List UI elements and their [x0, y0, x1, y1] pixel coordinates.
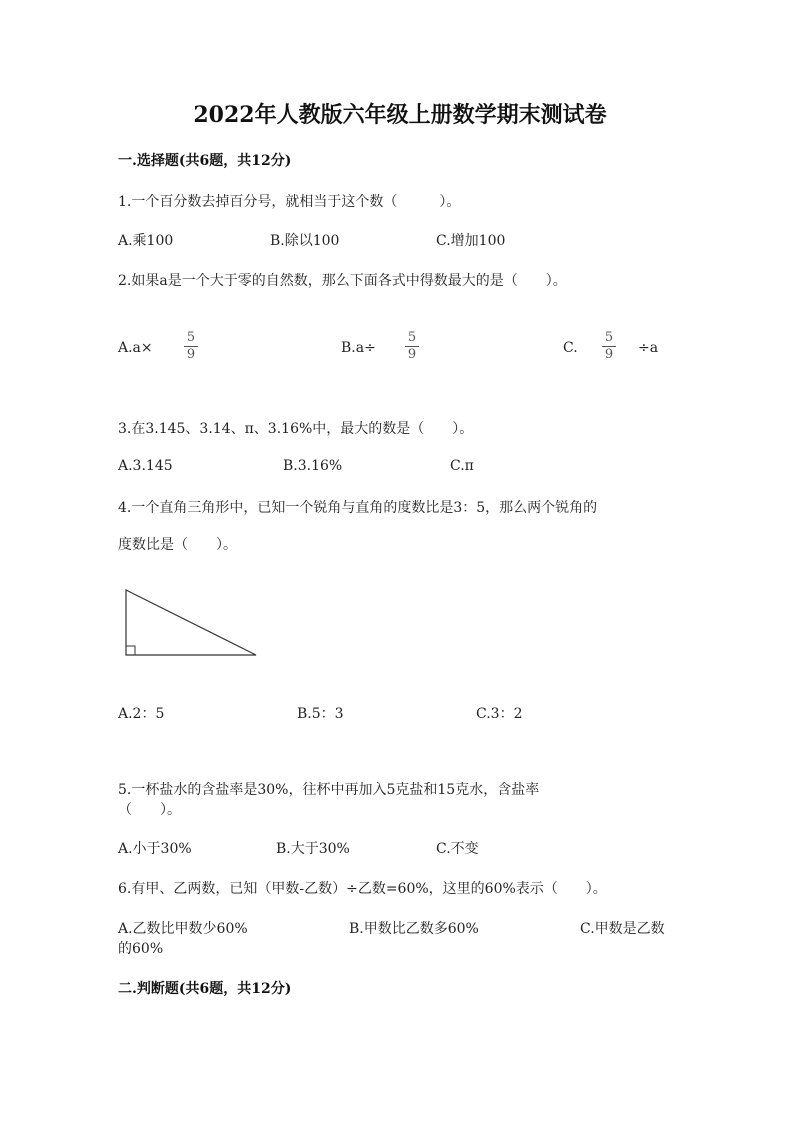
fraction-numerator: 5: [186, 330, 196, 345]
question-6-stem: 6.有甲、乙两数，已知（甲数-乙数）÷乙数=60%，这里的60%表示（ ）。: [118, 881, 607, 897]
fraction-numerator: 5: [407, 330, 417, 345]
question-4-option-c: C.3：2: [476, 706, 523, 722]
question-5-option-c: C.不变: [436, 841, 479, 857]
question-3-option-b: B.3.16%: [283, 458, 343, 474]
question-3-stem: 3.在3.145、3.14、π、3.16%中，最大的数是（ ）。: [118, 421, 474, 437]
fraction-five-ninths: [184, 331, 198, 362]
question-1-option-a: A.乘100: [118, 233, 174, 249]
fraction-five-ninths: [602, 331, 616, 362]
question-4-stem-line-2: 度数比是（ ）。: [118, 537, 237, 553]
fraction-denominator: 9: [186, 347, 196, 362]
question-5-stem-line-1: 5.一杯盐水的含盐率是30%，往杯中再加入5克盐和15克水，含盐率: [118, 782, 540, 798]
question-1-stem: 1.一个百分数去掉百分号，就相当于这个数（ ）。: [118, 194, 461, 210]
section-heading-judgement: 二.判断题(共6题，共12分): [118, 981, 292, 997]
fraction-denominator: 9: [604, 347, 614, 362]
question-2-option-c: C.: [563, 340, 578, 356]
page-title: 2022年人教版六年级上册数学期末测试卷: [193, 102, 607, 128]
question-1-option-b: B.除以100: [270, 233, 340, 249]
right-triangle-figure: [118, 586, 263, 662]
question-4-stem-line-1: 4.一个直角三角形中，已知一个锐角与直角的度数比是3：5，那么两个锐角的: [118, 500, 598, 516]
question-2-option-b: B.a÷: [341, 340, 376, 356]
fraction-five-ninths: [405, 331, 419, 362]
right-angle-mark: [126, 646, 135, 655]
question-5-option-b: B.大于30%: [276, 841, 350, 857]
question-1-option-c: C.增加100: [436, 233, 506, 249]
question-6-option-a: A.乙数比甲数少60%: [118, 921, 248, 937]
question-6-option-c-continued: 的60%: [118, 941, 164, 957]
triangle-outline: [126, 590, 256, 655]
question-5-option-a: A.小于30%: [118, 841, 192, 857]
fraction-numerator: 5: [604, 330, 614, 345]
question-4-option-a: A.2：5: [118, 706, 165, 722]
question-2-option-a: A.a×: [118, 340, 153, 356]
question-3-option-c: C.π: [450, 458, 474, 474]
section-heading-choice: 一.选择题(共6题，共12分): [118, 153, 292, 169]
question-6-option-b: B.甲数比乙数多60%: [349, 921, 479, 937]
question-6-option-c: C.甲数是乙数: [580, 921, 665, 937]
fraction-denominator: 9: [407, 347, 417, 362]
question-5-stem-line-2: （ ）。: [118, 802, 181, 818]
question-2-option-c-tail: ÷a: [638, 340, 659, 356]
question-4-option-b: B.5：3: [297, 706, 344, 722]
question-3-option-a: A.3.145: [118, 458, 173, 474]
question-2-stem: 2.如果a是一个大于零的自然数，那么下面各式中得数最大的是（ ）。: [118, 273, 567, 289]
